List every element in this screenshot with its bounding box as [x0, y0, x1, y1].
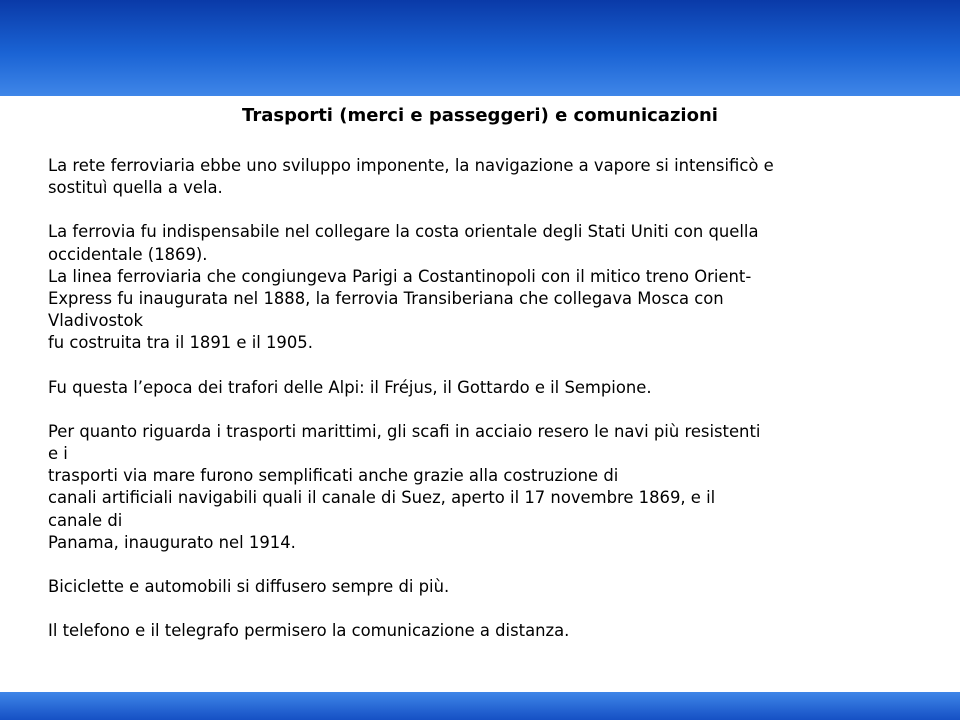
text-line: Il telefono e il telegrafo permisero la comunicazione a distanza. [48, 621, 570, 641]
paragraph-maritime-transport [48, 421, 928, 554]
text-line: Fu questa l’epoca dei trafori delle Alpi: il Fréjus, il Gottardo e il Sempione. [48, 377, 652, 397]
text-line: canali artificiali navigabili quali il canale di Suez, aperto il 17 novembre 1869, e il [48, 488, 716, 508]
text-line: e i [48, 444, 68, 464]
text-line: trasporti via mare furono semplificati anche grazie alla costruzione di [48, 466, 619, 486]
text-line: fu costruita tra il 1891 e il 1905. [48, 333, 313, 353]
text-line: Panama, inaugurato nel 1914. [48, 532, 296, 552]
text-line: Vladivostok [48, 311, 143, 331]
text-line: canale di [48, 510, 123, 530]
top-header-band [0, 0, 960, 96]
text-line: occidentale (1869). [48, 244, 208, 264]
paragraph-alpine-tunnels [48, 377, 928, 399]
paragraph-telephone-telegraph [48, 620, 928, 642]
text-line: sostituì quella a vela. [48, 178, 223, 198]
paragraph-railway-development [48, 155, 928, 199]
paragraph-bicycles-cars [48, 576, 928, 598]
slide-body [48, 155, 928, 664]
text-line: Per quanto riguarda i trasporti marittimi, gli scafi in acciaio resero le navi più resistenti [48, 421, 761, 441]
bottom-footer-band [0, 692, 960, 720]
text-line: La rete ferroviaria ebbe uno sviluppo imponente, la navigazione a vapore si intensificò e [48, 156, 774, 175]
text-line: La ferrovia fu indispensabile nel collegare la costa orientale degli Stati Uniti con quella [48, 222, 759, 242]
text-line: La linea ferroviaria che congiungeva Parigi a Costantinopoli con il mitico treno Orient- [48, 266, 752, 286]
slide-title: Trasporti (merci e passeggeri) e comunicazioni [242, 105, 718, 126]
text-line: Biciclette e automobili si diffusero sempre di più. [48, 577, 450, 597]
text-line: Express fu inaugurata nel 1888, la ferrovia Transiberiana che collegava Mosca con [48, 289, 724, 309]
paragraph-railway-lines [48, 221, 928, 354]
